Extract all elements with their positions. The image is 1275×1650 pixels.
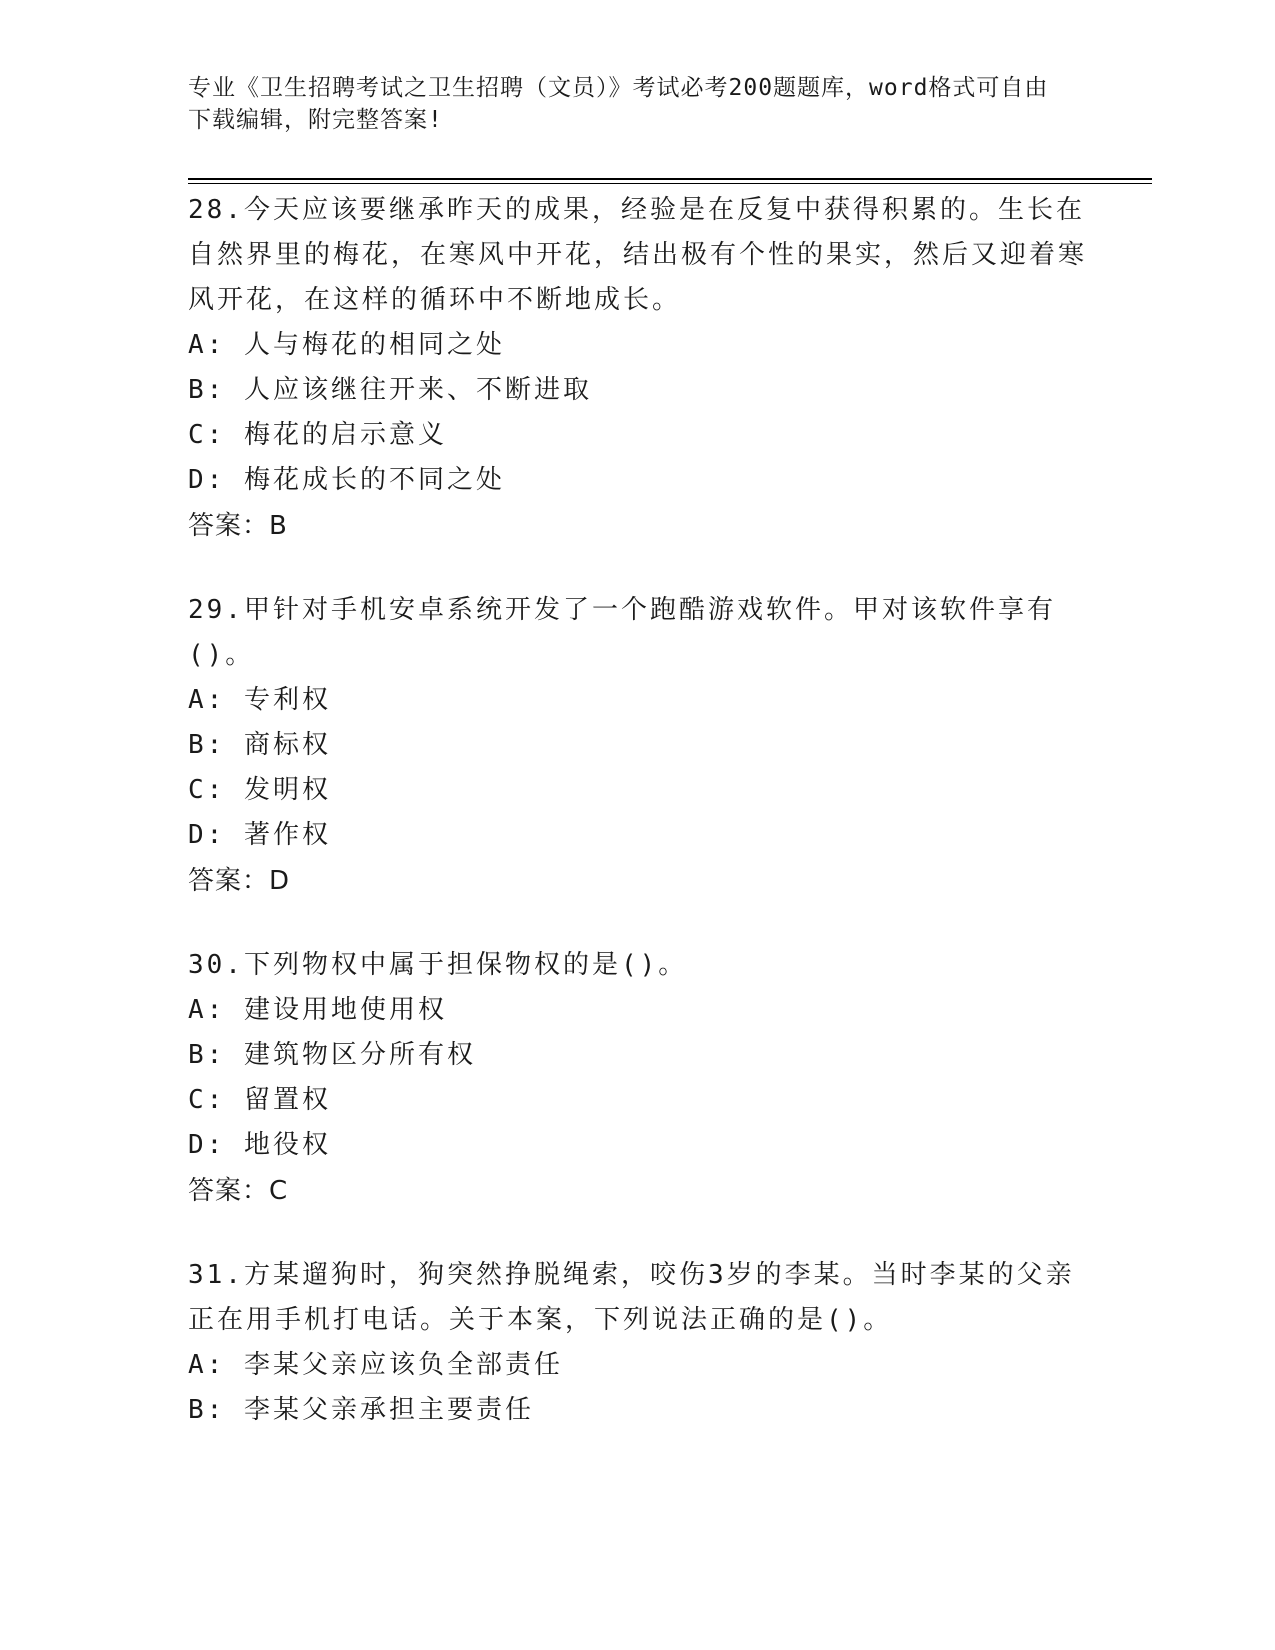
option-b: B: 人应该继往开来、不断进取 bbox=[188, 375, 592, 405]
answer: 答案：B bbox=[188, 511, 288, 541]
option-d: D: 著作权 bbox=[188, 820, 331, 850]
option-a: A: 人与梅花的相同之处 bbox=[188, 330, 505, 360]
option-b: B: 商标权 bbox=[188, 730, 331, 760]
option-b: B: 李某父亲承担主要责任 bbox=[188, 1395, 534, 1425]
question-28 bbox=[188, 188, 1088, 549]
option-c: C: 留置权 bbox=[188, 1085, 331, 1115]
header-divider-thick bbox=[188, 178, 1152, 180]
option-a: A: 李某父亲应该负全部责任 bbox=[188, 1350, 563, 1380]
question-stem: 28.今天应该要继承昨天的成果，经验是在反复中获得积累的。生长在自然界里的梅花，在寒风中开花，结出极有个性的果实，然后又迎着寒风开花，在这样的循环中不断地成长。 bbox=[188, 195, 1088, 315]
document-header: 专业《卫生招聘考试之卫生招聘（文员）》考试必考200题题库，word格式可自由下载编辑，附完整答案! bbox=[188, 75, 1049, 133]
option-c: C: 梅花的启示意义 bbox=[188, 420, 447, 450]
header-divider-thin bbox=[188, 183, 1152, 184]
option-d: D: 地役权 bbox=[188, 1130, 331, 1160]
answer: 答案：D bbox=[188, 866, 291, 896]
option-a: A: 建设用地使用权 bbox=[188, 995, 447, 1025]
question-list bbox=[188, 188, 1088, 1472]
question-30 bbox=[188, 943, 1088, 1214]
question-stem: 30.下列物权中属于担保物权的是()。 bbox=[188, 950, 688, 980]
option-d: D: 梅花成长的不同之处 bbox=[188, 465, 505, 495]
option-b: B: 建筑物区分所有权 bbox=[188, 1040, 476, 1070]
question-29 bbox=[188, 588, 1088, 904]
answer: 答案：C bbox=[188, 1176, 289, 1206]
question-stem: 31.方某遛狗时，狗突然挣脱绳索，咬伤3岁的李某。当时李某的父亲正在用手机打电话。关于本案，下列说法正确的是()。 bbox=[188, 1260, 1075, 1335]
option-c: C: 发明权 bbox=[188, 775, 331, 805]
question-stem: 29.甲针对手机安卓系统开发了一个跑酷游戏软件。甲对该软件享有()。 bbox=[188, 595, 1056, 670]
option-a: A: 专利权 bbox=[188, 685, 331, 715]
question-31 bbox=[188, 1253, 1088, 1433]
